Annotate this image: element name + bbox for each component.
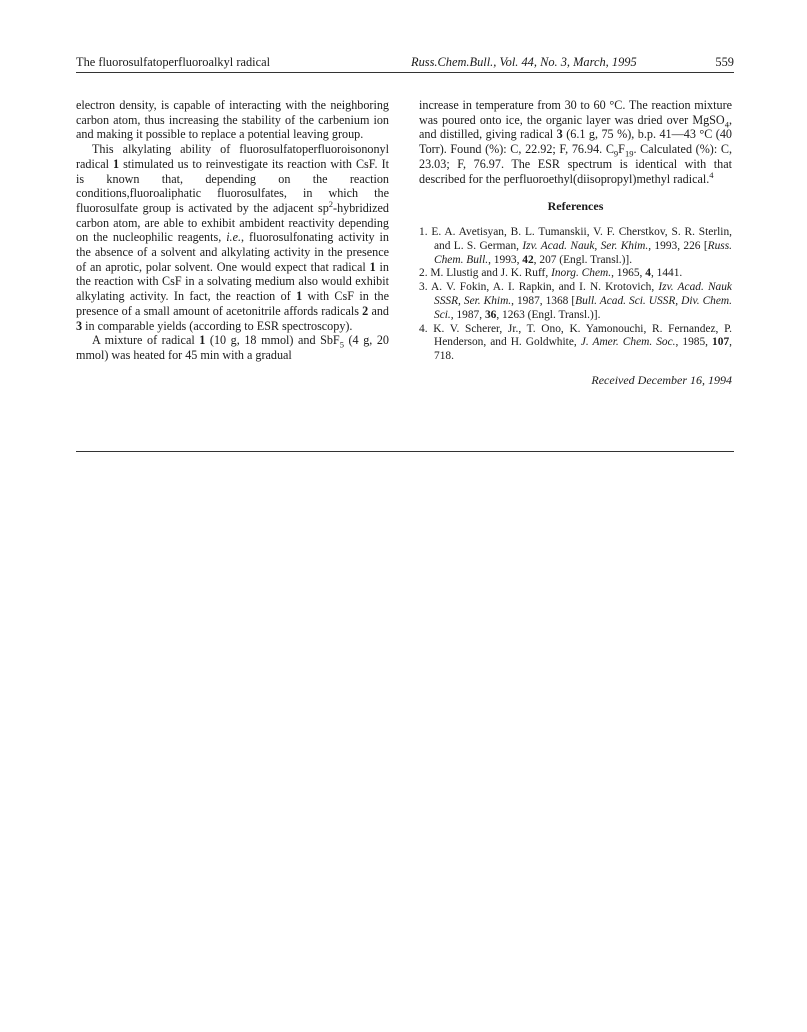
compound-number: 3 <box>556 127 563 142</box>
paragraph: electron density, is capable of interacting with the neighboring carbon atom, thus increasing the stability of the carbenium ion and making it possible to replace a potential leaving group. <box>76 98 389 142</box>
right-column <box>419 98 732 388</box>
reference-item: 4. K. V. Scherer, Jr., T. Ono, K. Yamonouchi, R. Fernandez, P. Henderson, and H. Goldwhite, J. Amer. Chem. Soc., 1985, 107, 718. <box>419 322 732 363</box>
references-heading: References <box>547 199 604 214</box>
paragraph: increase in temperature from 30 to 60 °C. The reaction mixture was poured onto ice, the organic layer was dried over MgSO$_4$, and distilled, giving radical 3 (6.1 g, 75 %), b.p. 41—43 °C (40 Torr). Found (%): C, 22.92; F, 76.94. $C_9F_{19}$. Calculated (%): C, 23.03; F, 76.97. The ESR spectrum is identical with that described for the perfluoroethyl(diisopropyl)methyl radical.$^4$ <box>419 98 732 186</box>
compound-number: 3 <box>76 318 83 333</box>
received-date: Received December 16, 1994 <box>591 372 732 387</box>
journal-citation: Russ.Chem.Bull., Vol. 44, No. 3, March, 1995 <box>411 55 637 69</box>
compound-number: 1 <box>369 259 376 274</box>
running-header <box>76 55 734 71</box>
running-title: The fluorosulfatoperfluoroalkyl radical <box>76 55 271 69</box>
compound-number: 1 <box>296 289 303 304</box>
paragraph: A mixture of radical 1 (10 g, 18 mmol) and SbF$_5$ (4 g, 20 mmol) was heated for 45 min with a gradual <box>76 333 390 362</box>
reference-item: 2. M. Llustig and J. K. Ruff, Inorg. Chem., 1965, 4, 1441. <box>419 267 683 280</box>
paragraph: This alkylating ability of fluorosulfatoperfluoroisononyl radical 1 stimulated us to reinvestigate its reaction with CsF. It is known that, depending on the reaction conditions,fluoroaliphatic fluorosulfates, in which the fluorosulfate group is activated by the adjacent $sp^2$-hybridized carbon atom, are able to exhibit ambident reactivity depending on the nucleophilic reagents, i.e., fluorosulfonating activity in the absence of a solvent and alkylating activity in the presence of an aprotic, polar solvent. One would expect that radical 1 in the reaction with CsF in a solvating medium also would exhibit alkylating activity. In fact, the reaction of 1 with CsF in the presence of a small amount of acetonitrile affords radicals 2 and 3 in comparable yields (according to ESR spectroscopy). <box>76 142 390 333</box>
page-number: 559 <box>715 55 734 69</box>
footer-rule <box>76 451 734 452</box>
compound-number: 1 <box>199 333 206 348</box>
left-column <box>76 98 389 363</box>
reference-item: 1. E. A. Avetisyan, B. L. Tumanskii, V. F. Cherstkov, S. R. Sterlin, and L. S. German, Izv. Acad. Nauk, Ser. Khim., 1993, 226 [Russ. Chem. Bull., 1993, 42, 207 (Engl. Transl.)]. <box>419 225 732 266</box>
reference-item: 3. A. V. Fokin, A. I. Rapkin, and I. N. Krotovich, Izv. Acad. Nauk SSSR, Ser. Khim., 1987, 1368 [Bull. Acad. Sci. USSR, Div. Chem. Sci., 1987, 36, 1263 (Engl. Transl.)]. <box>419 281 732 321</box>
header-rule <box>76 72 734 73</box>
compound-number: 2 <box>362 303 369 318</box>
compound-number: 1 <box>113 156 120 171</box>
